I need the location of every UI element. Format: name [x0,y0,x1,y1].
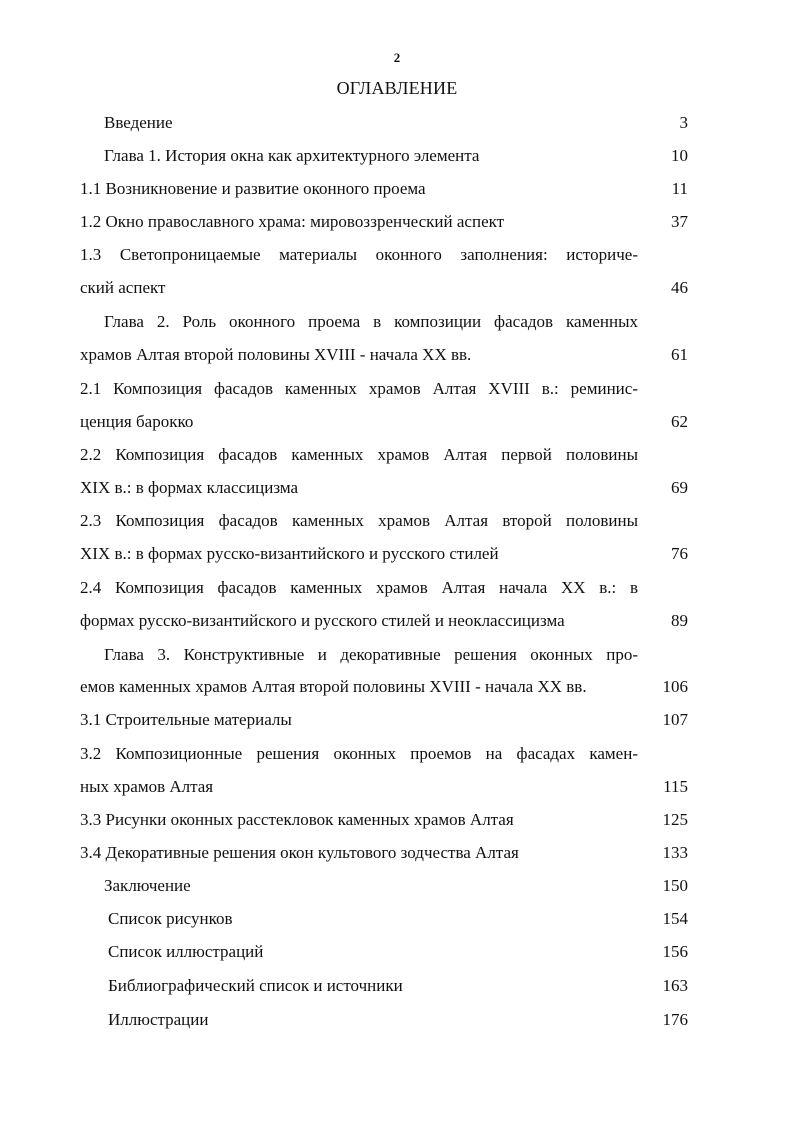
toc-entry-page: 3 [679,113,688,132]
toc-entry-text: 3.4 Декоративные решения окон культового зодчества Алтая [80,843,519,862]
toc-entry-text-line2: ский аспект [80,278,166,297]
toc-entry-text: Список рисунков [108,909,233,928]
toc-entry-text-line1: 2.3 Композиция фасадов каменных храмов Алтая второй половины [80,511,638,530]
toc-entry-text: Заключение [104,876,191,895]
toc-entry-text: 3.1 Строительные материалы [80,710,292,729]
toc-entry-page: 107 [662,710,688,729]
toc-entry-text-line1: 2.4 Композиция фасадов каменных храмов Алтая начала XX в.: в [80,578,638,597]
toc-entry-page: 11 [671,179,688,198]
toc-entry-text-line2: XIX в.: в формах русско-византийского и русского стилей [80,544,499,563]
page-number: 2 [393,50,401,65]
toc-entry-text: Глава 1. История окна как архитектурного элемента [104,146,480,165]
toc-entry-text: Иллюстрации [108,1010,209,1029]
toc-entry-page: 62 [671,412,688,431]
toc-entry-page: 69 [671,478,688,497]
toc-entry-text: 1.1 Возникновение и развитие оконного проема [80,179,426,198]
toc-entry-page: 115 [663,777,688,796]
toc-entry-text: 1.2 Окно православного храма: мировоззренческий аспект [80,212,505,231]
page-title: ОГЛАВЛЕНИЕ [336,78,458,98]
toc-entry-page: 150 [662,876,688,895]
toc-entry-text: Введение [104,113,173,132]
toc-entry-page: 46 [671,278,688,297]
toc-entry-text: Список иллюстраций [108,942,264,961]
toc-entry-page: 10 [671,146,688,165]
toc-entry-page: 176 [662,1010,688,1029]
toc-entry-page: 163 [662,976,688,995]
toc-entry-text-line2: XIX в.: в формах классицизма [80,478,299,497]
toc-entry-page: 37 [671,212,688,231]
toc-entry-text-line2: ценция барокко [80,412,194,431]
toc-entry-text-line2: формах русско-византийского и русского стилей и неоклассицизма [80,611,565,630]
toc-entry-page: 106 [662,677,688,696]
toc-entry-text: 3.3 Рисунки оконных расстекловок каменных храмов Алтая [80,810,514,829]
toc-entry-page: 76 [671,544,688,563]
toc-entry-page: 89 [671,611,688,630]
toc-entry-text-line1: 2.1 Композиция фасадов каменных храмов Алтая XVIII в.: реминис- [80,379,638,398]
toc-entry-text-line1: 2.2 Композиция фасадов каменных храмов Алтая первой половины [80,445,638,464]
toc-entry-text-line1: Глава 3. Конструктивные и декоративные решения оконных про- [104,645,638,664]
toc-entry-text-line2: емов каменных храмов Алтая второй половины XVIII - начала XX вв. [80,677,587,696]
toc-entry-text-line1: 3.2 Композиционные решения оконных проемов на фасадах камен- [80,744,638,763]
toc-entry-text: Библиографический список и источники [108,976,403,995]
toc-entry-text-line1: 1.3 Светопроницаемые материалы оконного заполнения: историче- [80,245,638,264]
toc-entry-page: 156 [662,942,688,961]
toc-entry-page: 133 [662,843,688,862]
toc-entry-text-line2: ных храмов Алтая [80,777,214,796]
toc-entry-page: 154 [662,909,688,928]
toc-entry-page: 125 [662,810,688,829]
toc-entry-text-line1: Глава 2. Роль оконного проема в композиции фасадов каменных [104,312,638,331]
toc-entry-text-line2: храмов Алтая второй половины XVIII - начала XX вв. [80,345,472,364]
toc-entry-page: 61 [671,345,688,364]
